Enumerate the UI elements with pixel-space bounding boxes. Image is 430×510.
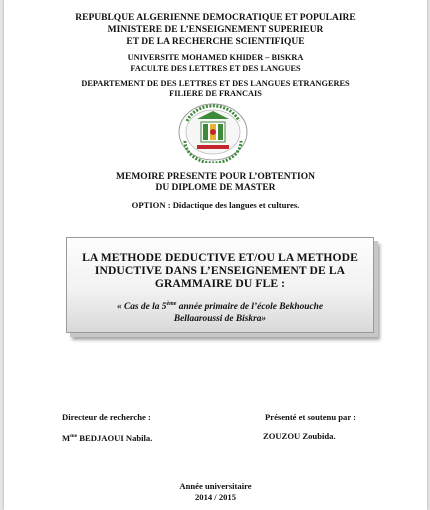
thesis-subtitle	[67, 298, 373, 325]
director-prefix-sup: me	[70, 433, 78, 439]
memoire-line2: DU DIPLOME DE MASTER	[155, 183, 276, 193]
student-label: Présenté et soutenu par :	[265, 412, 357, 422]
option-label: OPTION :	[131, 200, 171, 210]
option-line	[4, 200, 427, 211]
header-department: DEPARTEMENT DE DES LETTRES ET DES LANGUES ETRANGERES	[81, 79, 350, 88]
memoire-line1: MEMOIRE PRESENTE POUR L’OBTENTION	[116, 172, 315, 182]
header-ministry: MINISTERE DE L’ENSEIGNEMENT SUPERIEUR	[107, 25, 324, 35]
header-research: ET DE LA RECHERCHE SCIENTIFIQUE	[126, 37, 305, 47]
student-name: ZOUZOU Zoubida.	[263, 431, 336, 441]
thesis-title	[67, 251, 373, 290]
header-republic: REPUBLQUE ALGERIENNE DEMOCRATIQUE ET POPULAIRE	[75, 13, 356, 23]
title-line1: LA METHODE DEDUCTIVE ET/OU LA METHODE	[82, 251, 358, 264]
title-line3: GRAMMAIRE DU FLE :	[154, 277, 286, 290]
header-faculty: FACULTE DES LETTRES ET DES LANGUES	[130, 64, 301, 73]
title-line2: INDUCTIVE DANS L’ENSEIGNEMENT DE LA	[94, 264, 346, 277]
subtitle-line2: Bellaaroussi de Biskra»	[173, 314, 267, 325]
subtitle-part-b: année primaire de l’école Bekhouche	[176, 302, 324, 313]
option-value: Didactique des langues et cultures.	[170, 200, 300, 210]
subtitle-line1	[67, 298, 373, 313]
header-field: FILIERE DE FRANCAIS	[169, 89, 262, 98]
director-prefix: M	[62, 432, 71, 443]
director-name	[62, 431, 152, 444]
subtitle-part-a: « Cas de la 5	[116, 302, 167, 313]
director-label: Directeur de recherche :	[62, 412, 151, 422]
header-university: UNIVERSITE MOHAMED KHIDER – BISKRA	[127, 53, 304, 62]
subtitle-superscript: ème	[166, 301, 177, 307]
academic-year: 2014 / 2015	[194, 492, 237, 502]
academic-year-label: Année universitaire	[179, 481, 252, 491]
document-page	[4, 0, 427, 510]
director-name-text: BEDJAOUI Nabila.	[77, 432, 153, 443]
title-box	[66, 237, 374, 333]
university-emblem-icon	[175, 101, 251, 163]
